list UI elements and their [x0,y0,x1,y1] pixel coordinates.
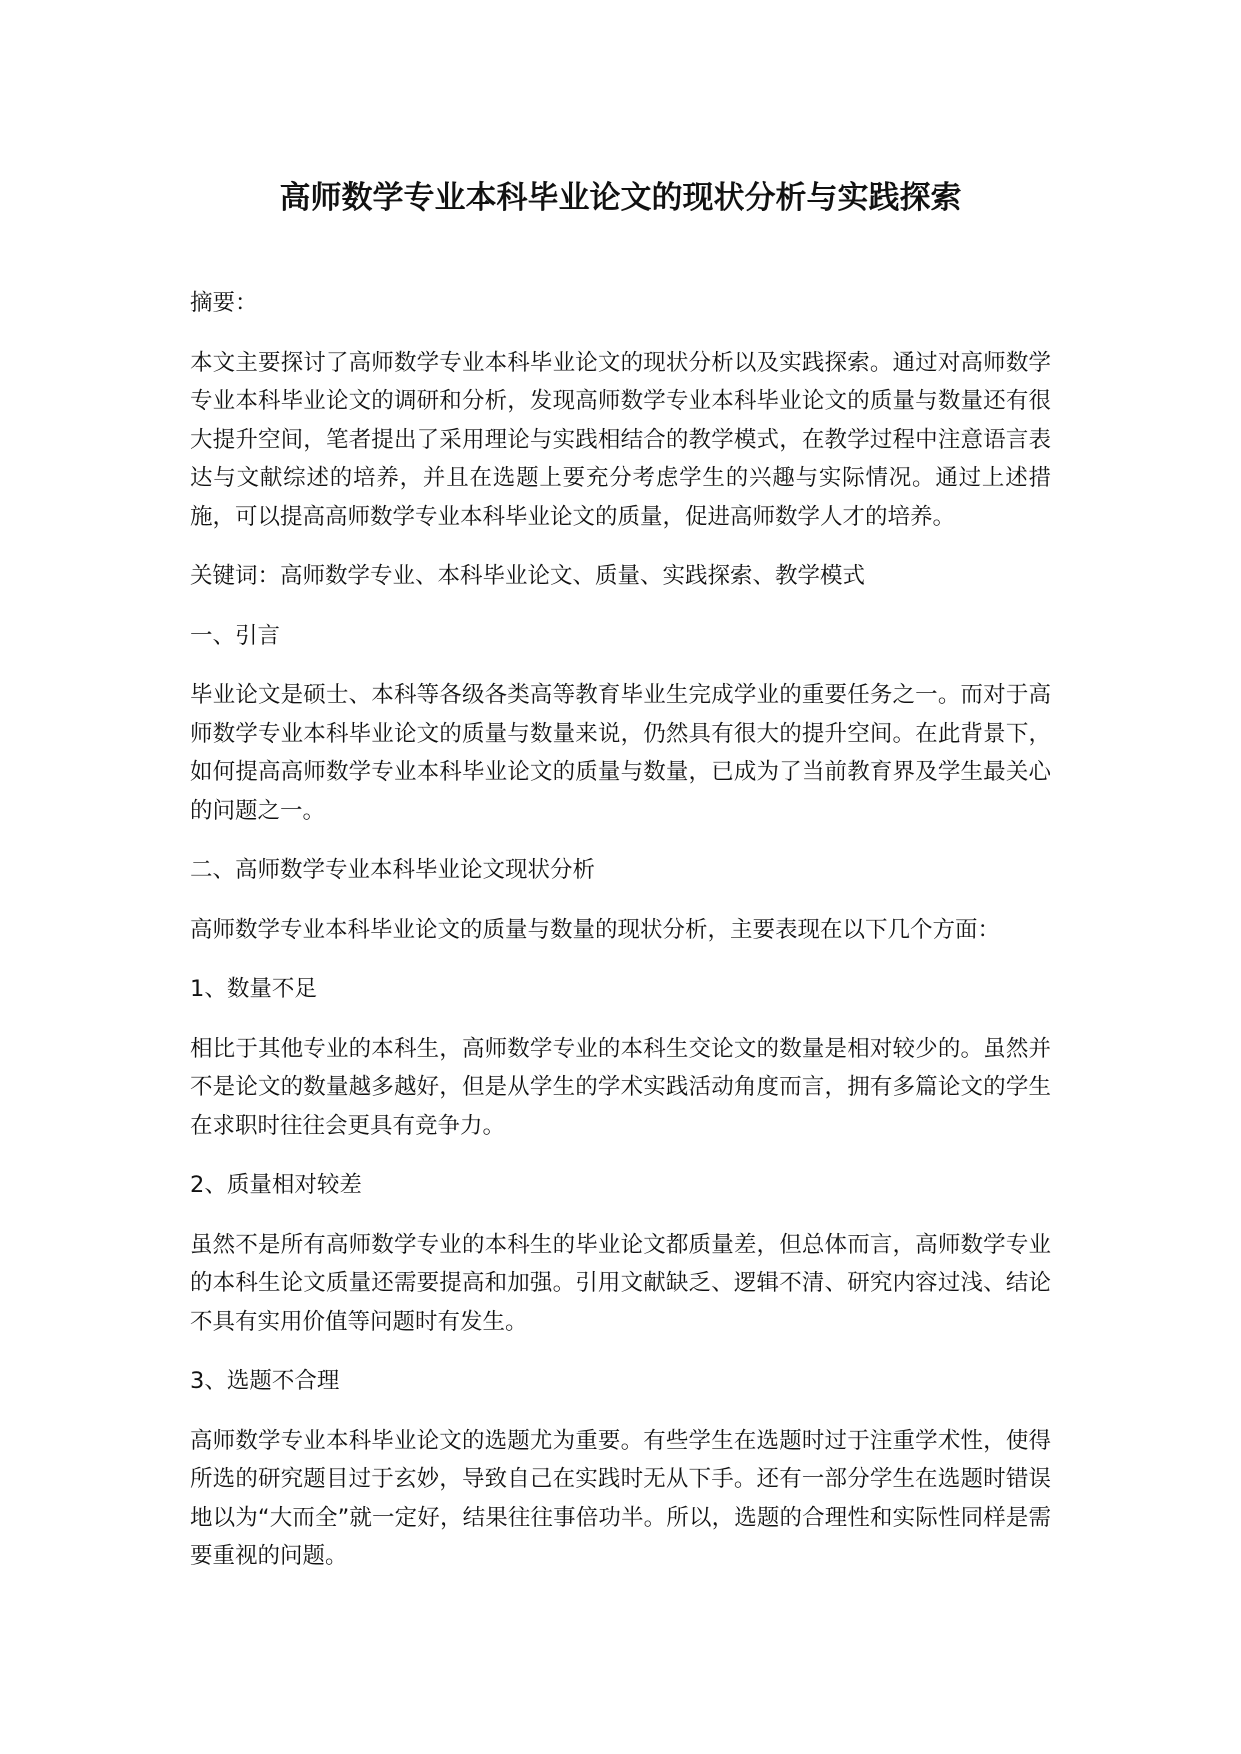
subheading-quality: 2、质量相对较差 [190,1172,362,1198]
quality-paragraph: 虽然不是所有高师数学专业的本科生的毕业论文都质量差，但总体而言，高师数学专业的本科生论文质量还需要提高和加强。引用文献缺乏、逻辑不清、研究内容过浅、结论不具有实用价值等问题时有发生。 [190,1231,1051,1335]
status-analysis-intro: 高师数学专业本科毕业论文的质量与数量的现状分析，主要表现在以下几个方面： [190,916,1001,943]
introduction-paragraph: 毕业论文是硕士、本科等各级各类高等教育毕业生完成学业的重要任务之一。而对于高师数学专业本科毕业论文的质量与数量来说，仍然具有很大的提升空间。在此背景下，如何提高高师数学专业本科毕业论文的质量与数量，已成为了当前教育界及学生最关心的问题之一。 [190,682,1051,824]
abstract-label: 摘要： [190,290,258,316]
keywords-line: 关键词：高师数学专业、本科毕业论文、质量、实践探索、教学模式 [190,563,866,589]
quantity-paragraph: 相比于其他专业的本科生，高师数学专业的本科生交论文的数量是相对较少的。虽然并不是论文的数量越多越好，但是从学生的学术实践活动角度而言，拥有多篇论文的学生在求职时往往会更具有竞争力。 [190,1035,1051,1139]
document-body [190,284,1051,1597]
section-heading-status-analysis: 二、高师数学专业本科毕业论文现状分析 [190,857,596,883]
subheading-topic-selection: 3、选题不合理 [190,1368,340,1394]
abstract-text: 本文主要探讨了高师数学专业本科毕业论文的现状分析以及实践探索。通过对高师数学专业本科毕业论文的调研和分析，发现高师数学专业本科毕业论文的质量与数量还有很大提升空间，笔者提出了采用理论与实践相结合的教学模式，在教学过程中注意语言表达与文献综述的培养，并且在选题上要充分考虑学生的兴趣与实际情况。通过上述措施，可以提高高师数学专业本科毕业论文的质量，促进高师数学人才的培养。 [190,349,1051,530]
section-heading-introduction: 一、引言 [190,622,281,649]
subheading-quantity: 1、数量不足 [190,976,317,1002]
topic-selection-paragraph: 高师数学专业本科毕业论文的选题尤为重要。有些学生在选题时过于注重学术性，使得所选的研究题目过于玄妙，导致自己在实践时无从下手。还有一部分学生在选题时错误地以为“大而全”就一定好，结果往往事倍功半。所以，选题的合理性和实际性同样是需要重视的问题。 [190,1427,1051,1569]
document-title: 高师数学专业本科毕业论文的现状分析与实践探索 [279,180,962,216]
